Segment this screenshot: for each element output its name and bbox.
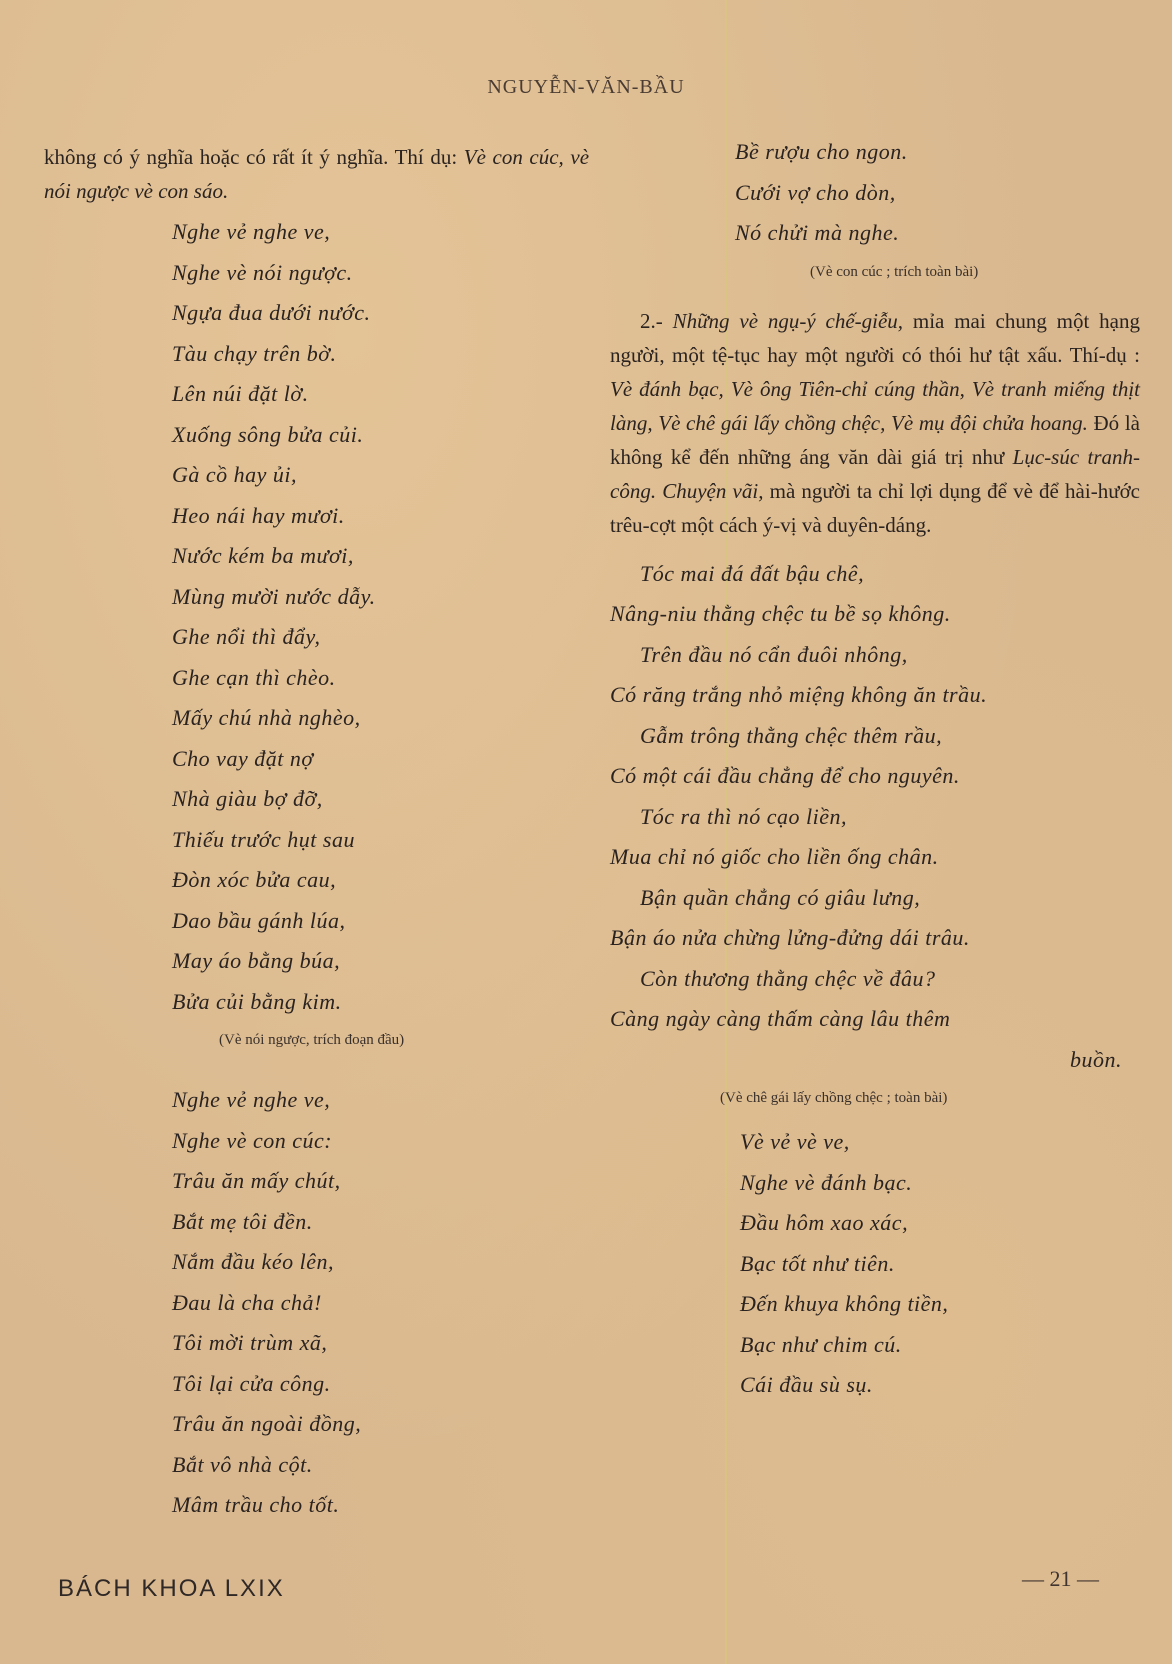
left-column (44, 140, 589, 1526)
verse-line: Có răng trắng nhỏ miệng không ăn trầu. (610, 682, 988, 707)
intro-examples: Vè con cúc, vè nói ngược vè con sáo. (44, 145, 590, 203)
verse-line: Mâm trầu cho tốt. (172, 1492, 340, 1517)
verse-line: Đòn xóc bửa cau, (172, 867, 337, 892)
citation-ve-noi-nguoc: (Vè nói ngược, trích đoạn đầu) (219, 1032, 405, 1048)
poem-ve-con-cuc (172, 1080, 589, 1526)
verse-line: Nghe vẻ nghe ve, (172, 1087, 331, 1112)
verse-line: Nhà giàu bợ đỡ, (172, 786, 323, 811)
running-title: NGUYỄN-VĂN-BẦU (487, 76, 685, 98)
section-2-paragraph (610, 304, 1140, 542)
verse-line: Còn thương thằng chệc về đâu? (640, 965, 936, 991)
verse-line: Nắm đầu kéo lên, (172, 1249, 334, 1274)
citation-ve-con-cuc: (Vè con cúc ; trích toàn bài) (810, 263, 979, 280)
right-column (610, 140, 1140, 1406)
verse-line: Mùng mười nước dẫy. (172, 583, 376, 609)
verse-line: Tôi mời trùm xã, (172, 1330, 328, 1355)
verse-line: Tóc mai đá đất bậu chê, (640, 560, 865, 586)
verse-line: Lên núi đặt lờ. (172, 381, 309, 406)
verse-line: Tàu chạy trên bờ. (172, 340, 337, 366)
verse-line: Cái đầu sù sụ. (740, 1372, 873, 1397)
verse-line: Xuống sông bửa củi. (172, 421, 364, 447)
verse-line: Nghe vè con cúc: (172, 1127, 333, 1153)
verse-line: Nghe vẻ nghe ve, (172, 219, 331, 244)
intro-paragraph (44, 140, 589, 208)
section-lead: Những vè ngụ-ý chế-giễu, (672, 308, 904, 333)
verse-line: Trên đầu nó cẩn đuôi nhông, (640, 641, 908, 667)
section-text5: mà người ta chỉ lợi dụng để vè để hài-hước trêu-cợt một cách ý-vị và duyên-dáng. (610, 478, 1140, 537)
verse-line: Ngựa đua dưới nước. (172, 300, 371, 325)
section-text4: vãi, (732, 478, 764, 503)
verse-line: Trâu ăn ngoài đồng, (172, 1411, 362, 1436)
verse-line: Gà cồ hay ủi, (172, 462, 298, 487)
spacer (44, 1058, 589, 1080)
verse-line: Gẫm trông thằng chệc thêm rầu, (640, 722, 943, 748)
poem-ve-danh-bac (740, 1122, 1140, 1406)
verse-line: Vè vẻ vè ve, (740, 1129, 850, 1154)
verse-line: Mua chỉ nó giốc cho liền ống chân. (610, 844, 939, 869)
poem-ve-con-cuc-continued (735, 132, 1140, 254)
verse-line: May áo bằng búa, (172, 948, 341, 973)
verse-line: Bửa củi bằng kim. (172, 988, 342, 1014)
verse-line: Nghe vè đánh bạc. (740, 1169, 913, 1195)
verse-line: Tôi lại cửa công. (172, 1370, 331, 1396)
verse-line: buồn. (1070, 1046, 1122, 1072)
journal-footer: BÁCH KHOA LXIX (58, 1575, 285, 1602)
verse-line: Cho vay đặt nợ (172, 745, 314, 771)
verse-line: Có một cái đầu chẳng để cho nguyên. (610, 763, 960, 788)
verse-line: Mấy chú nhà nghèo, (172, 705, 361, 730)
section-text3: Chuyện (662, 478, 727, 503)
intro-text: không có ý nghĩa hoặc có rất ít ý nghĩa. Thí dụ: (44, 145, 458, 169)
verse-line: Tóc ra thì nó cạo liền, (640, 803, 848, 829)
verse-line: Bề rượu cho ngon. (735, 139, 908, 164)
verse-line: Cưới vợ cho dòn, (735, 179, 896, 205)
poem-ve-noi-nguoc (172, 212, 589, 1022)
verse-line: Nâng-niu thằng chệc tu bề sọ không. (610, 601, 951, 626)
verse-line: Bắt mẹ tôi đền. (172, 1208, 313, 1234)
citation-che-gai: (Vè chê gái lấy chồng chệc ; toàn bài) (720, 1090, 948, 1106)
verse-line: Thiếu trước hụt sau (172, 826, 355, 852)
verse-line: Ghe nổi thì đẩy, (172, 624, 321, 649)
verse-line: Bận quần chẳng có giâu lưng, (640, 884, 921, 910)
verse-line: Ghe cạn thì chèo. (172, 664, 336, 690)
verse-line: Nó chửi mà nghe. (735, 220, 900, 245)
verse-line: Đau là cha chả! (172, 1289, 322, 1315)
section-work: Lục-súc tranh-công. (610, 444, 1141, 503)
section-text2: Đó là không kể đến những áng văn dài giá trị như (610, 410, 1140, 469)
verse-line: Bắt vô nhà cột. (172, 1451, 313, 1477)
section-examples: Vè đánh bạc, Vè ông Tiên-chỉ cúng thần, Vè tranh miếng thịt làng, Vè chê gái lấy chồng chệc, Vè mụ đội chửa hoang. (610, 376, 1140, 435)
poem-che-gai-lay-chong-chec (610, 554, 1140, 1081)
section-number: 2.- (640, 308, 663, 333)
verse-line: Càng ngày càng thấm càng lâu thêm (610, 1006, 951, 1031)
verse-line: Bạc tốt như tiên. (740, 1250, 895, 1276)
verse-line: Đến khuya không tiền, (740, 1291, 949, 1316)
verse-line: Nghe vè nói ngược. (172, 259, 353, 285)
verse-line: Trâu ăn mấy chút, (172, 1168, 341, 1193)
section-text: mỉa mai chung một hạng người, một tệ-tục hay một người có thói hư tật xấu. Thí-dụ : (610, 308, 1141, 367)
verse-line: Dao bầu gánh lúa, (172, 907, 346, 933)
verse-line: Đầu hôm xao xác, (740, 1210, 909, 1235)
page-number: — 21 — (1022, 1566, 1099, 1591)
verse-line: Bạc như chim cú. (740, 1331, 902, 1357)
verse-line: Nước kém ba mươi, (172, 543, 354, 568)
verse-line: Heo nái hay mươi. (172, 502, 345, 528)
verse-line: Bận áo nửa chừng lửng-đửng dái trâu. (610, 925, 970, 950)
